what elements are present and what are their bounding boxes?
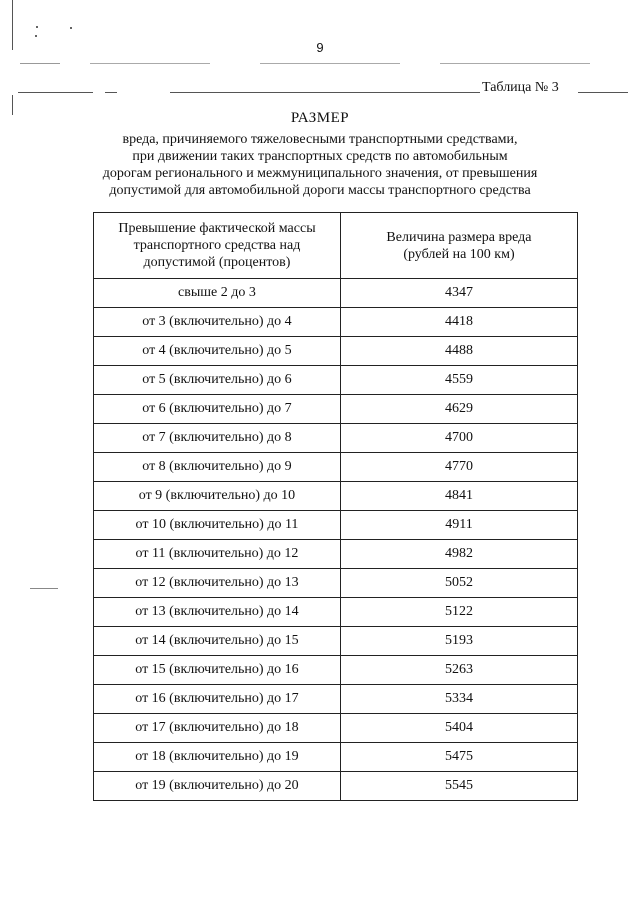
header-line: допустимой (процентов) xyxy=(143,255,291,270)
scan-dot xyxy=(70,27,72,29)
subtitle-line: при движении таких транспортных средств по автомобильным xyxy=(132,149,508,164)
scan-streak xyxy=(90,63,210,64)
scan-streak xyxy=(20,63,60,64)
table-row xyxy=(94,685,578,714)
table-row xyxy=(94,453,578,482)
table-row xyxy=(94,482,578,511)
table-row xyxy=(94,627,578,656)
cell-harm-amount: 4770 xyxy=(340,453,577,482)
table-row xyxy=(94,366,578,395)
cell-harm-amount: 4700 xyxy=(340,424,577,453)
cell-mass-excess-range: от 7 (включительно) до 8 xyxy=(94,424,341,453)
scan-streak xyxy=(105,92,117,93)
cell-harm-amount: 4488 xyxy=(340,337,577,366)
cell-mass-excess-range: от 16 (включительно) до 17 xyxy=(94,685,341,714)
document-title: РАЗМЕР xyxy=(290,110,350,126)
table-row xyxy=(94,424,578,453)
header-line: Превышение фактической массы xyxy=(118,221,316,236)
cell-harm-amount: 5193 xyxy=(340,627,577,656)
subtitle-line: вреда, причиняемого тяжеловесными транспортными средствами, xyxy=(122,132,518,147)
cell-harm-amount: 5545 xyxy=(340,772,577,801)
cell-mass-excess-range: от 19 (включительно) до 20 xyxy=(94,772,341,801)
header-harm-amount xyxy=(340,213,577,279)
scan-streak xyxy=(170,92,480,93)
cell-harm-amount: 4347 xyxy=(340,279,577,308)
table-row xyxy=(94,569,578,598)
table-row xyxy=(94,337,578,366)
cell-mass-excess-range: от 6 (включительно) до 7 xyxy=(94,395,341,424)
scan-streak xyxy=(578,92,628,93)
cell-mass-excess-range: от 11 (включительно) до 12 xyxy=(94,540,341,569)
cell-harm-amount: 4629 xyxy=(340,395,577,424)
table-body xyxy=(94,279,578,801)
scan-streak xyxy=(18,92,93,93)
cell-harm-amount: 4418 xyxy=(340,308,577,337)
cell-mass-excess-range: от 17 (включительно) до 18 xyxy=(94,714,341,743)
cell-harm-amount: 4841 xyxy=(340,482,577,511)
scan-margin-mark xyxy=(30,588,58,589)
cell-harm-amount: 5475 xyxy=(340,743,577,772)
scan-streak xyxy=(440,63,590,64)
cell-harm-amount: 5052 xyxy=(340,569,577,598)
cell-mass-excess-range: от 5 (включительно) до 6 xyxy=(94,366,341,395)
cell-mass-excess-range: от 14 (включительно) до 15 xyxy=(94,627,341,656)
cell-mass-excess-range: от 10 (включительно) до 11 xyxy=(94,511,341,540)
scan-dot xyxy=(35,35,37,37)
table-row xyxy=(94,598,578,627)
table-row xyxy=(94,656,578,685)
table-row xyxy=(94,279,578,308)
header-line: Величина размера вреда xyxy=(386,229,532,245)
table-header-row xyxy=(94,213,578,279)
subtitle-line: дорогам регионального и межмуниципального значения, от превышения xyxy=(102,166,538,181)
cell-mass-excess-range: от 4 (включительно) до 5 xyxy=(94,337,341,366)
cell-mass-excess-range: от 12 (включительно) до 13 xyxy=(94,569,341,598)
table-row xyxy=(94,308,578,337)
cell-harm-amount: 5404 xyxy=(340,714,577,743)
cell-harm-amount: 4911 xyxy=(340,511,577,540)
table-row xyxy=(94,395,578,424)
cell-harm-amount: 5263 xyxy=(340,656,577,685)
scan-streak xyxy=(260,63,400,64)
table-label: Таблица № 3 xyxy=(482,80,559,95)
cell-mass-excess-range: от 3 (включительно) до 4 xyxy=(94,308,341,337)
cell-mass-excess-range: от 9 (включительно) до 10 xyxy=(94,482,341,511)
scan-dot xyxy=(36,26,38,28)
cell-mass-excess-range: от 18 (включительно) до 19 xyxy=(94,743,341,772)
cell-harm-amount: 4982 xyxy=(340,540,577,569)
cell-mass-excess-range: от 15 (включительно) до 16 xyxy=(94,656,341,685)
header-mass-excess xyxy=(94,213,341,279)
subtitle-line: допустимой для автомобильной дороги массы транспортного средства xyxy=(109,183,531,198)
table-row xyxy=(94,772,578,801)
cell-harm-amount: 5122 xyxy=(340,598,577,627)
header-line: транспортного средства над xyxy=(133,238,301,253)
table-row xyxy=(94,511,578,540)
cell-harm-amount: 5334 xyxy=(340,685,577,714)
cell-mass-excess-range: от 13 (включительно) до 14 xyxy=(94,598,341,627)
document-subtitle xyxy=(80,131,560,199)
table-row xyxy=(94,714,578,743)
cell-mass-excess-range: от 8 (включительно) до 9 xyxy=(94,453,341,482)
cell-harm-amount: 4559 xyxy=(340,366,577,395)
page-number: 9 xyxy=(316,40,324,55)
harm-amount-table xyxy=(93,212,578,801)
table-row xyxy=(94,743,578,772)
header-line: (рублей на 100 км) xyxy=(403,246,515,262)
table-row xyxy=(94,540,578,569)
cell-mass-excess-range: свыше 2 до 3 xyxy=(94,279,341,308)
